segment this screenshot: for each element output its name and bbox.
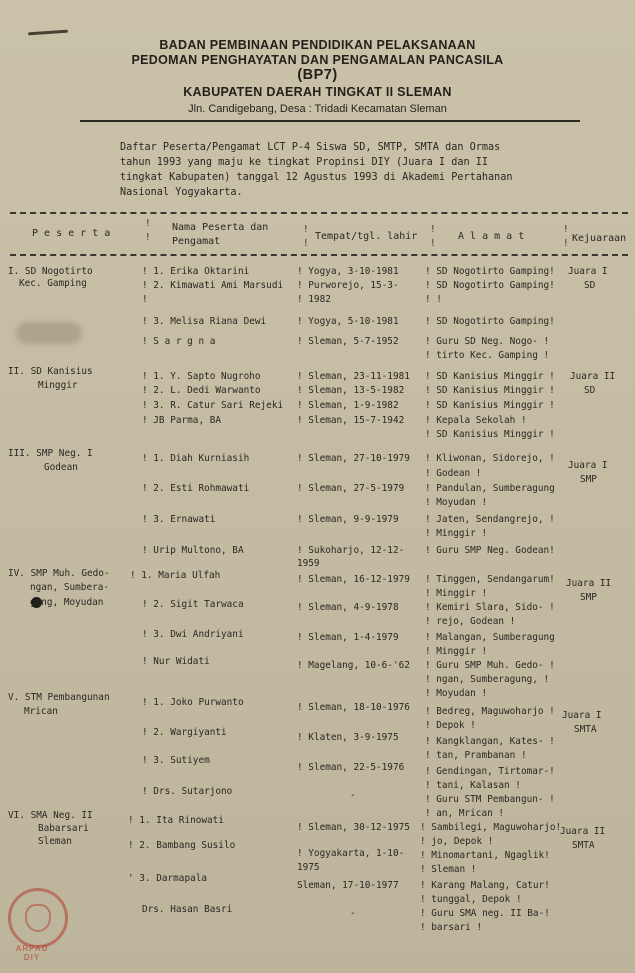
table-cell-line: ! Guru STM Pembangun- ! <box>425 794 555 805</box>
table-cell-line: I. SD Nogotirto <box>8 266 93 277</box>
table-cell-line: V. STM Pembangunan <box>8 692 110 703</box>
table-cell-line: - <box>350 908 356 919</box>
col-separator: ! <box>563 238 569 249</box>
table-cell-line: ! Sukoharjo, 12-12- <box>297 545 405 556</box>
col-separator: ! <box>303 224 309 235</box>
table-cell-line: Juara I <box>562 710 602 721</box>
table-cell-line: IV. SMP Muh. Gedo- <box>8 568 110 579</box>
table-cell-line: VI. SMA Neg. II <box>8 810 93 821</box>
table-cell-line: III. SMP Neg. I <box>8 448 93 459</box>
table-cell-line: ! Minggir ! <box>425 588 488 599</box>
table-cell-line: ! jo, Depok ! <box>420 836 494 847</box>
col-separator: ! <box>145 232 151 243</box>
table-cell-line: ! Guru SMA neg. II Ba-! <box>420 908 550 919</box>
table-cell-line: Juara I <box>568 460 608 471</box>
table-cell-line: ! Yogya, 5-10-1981 <box>297 316 399 327</box>
col-separator: ! <box>563 224 569 235</box>
intro-line: tingkat Kabupaten) tanggal 12 Agustus 1993 di Akademi Pertahanan <box>120 172 513 183</box>
table-cell-line: ! Minomartani, Ngaglik! <box>420 850 550 861</box>
table-cell-line: Babarsari <box>38 823 89 834</box>
table-cell-line: SMTA <box>574 724 597 735</box>
table-cell-line: ! 1. Y. Sapto Nugroho <box>142 371 261 382</box>
table-cell-line: ! 2. Esti Rohmawati <box>142 483 250 494</box>
table-cell-line: 1959 <box>297 558 320 569</box>
table-cell-line: ! Jaten, Sendangrejo, ! <box>425 514 555 525</box>
table-cell-line: ! 2. Sigit Tarwaca <box>142 599 244 610</box>
col-header-peserta: P e s e r t a <box>32 228 111 239</box>
table-cell-line: Minggir <box>38 380 78 391</box>
table-cell-line: ! Drs. Sutarjono <box>142 786 233 797</box>
table-cell-line: ! Sleman, 18-10-1976 <box>297 702 410 713</box>
table-cell-line: ! SD Kanisius Minggir ! <box>425 371 555 382</box>
table-cell-line: ! Klaten, 3-9-1975 <box>297 732 399 743</box>
table-cell-line: ! Sleman, 22-5-1976 <box>297 762 405 773</box>
table-cell-line: ! 2. L. Dedi Warwanto <box>142 385 261 396</box>
table-cell-line: ! Kangklangan, Kates- ! <box>425 736 555 747</box>
table-cell-line: ! Guru SMP Muh. Gedo- ! <box>425 660 555 671</box>
table-cell-line: ! an, Mrican ! <box>425 808 505 819</box>
table-cell-line: gung, Moyudan <box>30 597 104 608</box>
table-cell-line: ! Gendingan, Tirtomar-! <box>425 766 555 777</box>
table-cell-line: ! Depok ! <box>425 720 476 731</box>
table-cell-line: ! Moyudan ! <box>425 688 488 699</box>
intro-paragraph <box>120 140 600 200</box>
table-cell-line: ! ngan, Sumberagung, ! <box>425 674 550 685</box>
table-cell-line: ! Tinggen, Sendangarum! <box>425 574 555 585</box>
table-cell-line: SMTA <box>572 840 595 851</box>
stamp-line: ARPAD <box>15 944 49 953</box>
table-cell-line: ! Guru SD Neg. Nogo- ! <box>425 336 550 347</box>
table-cell-line: ! Kliwonan, Sidorejo, ! <box>425 453 555 464</box>
stamp-line: DIY <box>23 953 41 962</box>
table-cell-line: ! Sambilegi, Maguwoharjo! <box>420 822 562 833</box>
org-address: Jln. Candigebang, Desa : Tridadi Kecamatan Sleman <box>188 103 447 115</box>
col-header-nama: Nama Peserta dan <box>172 222 269 233</box>
table-cell-line: ! Sleman, 4-9-1978 <box>297 602 399 613</box>
table-cell-line: - <box>350 790 356 801</box>
table-cell-line: SMP <box>580 592 597 603</box>
table-cell-line: Sleman, 17-10-1977 <box>297 880 399 891</box>
table-cell-line: SMP <box>580 474 597 485</box>
table-cell-line: ! Magelang, 10-6-'62 <box>297 660 410 671</box>
table-cell-line: ! 2. Wargiyanti <box>142 727 227 738</box>
table-cell-line: ! SD Kanisius Minggir ! <box>425 400 555 411</box>
table-cell-line: ! 1. Diah Kurniasih <box>142 453 250 464</box>
table-cell-line: ! Minggir ! <box>425 528 488 539</box>
table-cell-line: II. SD Kanisius <box>8 366 93 377</box>
col-header-tempat: Tempat/tgl. lahir <box>315 231 418 242</box>
table-cell-line: ! <box>142 294 148 305</box>
col-separator: ! <box>430 224 436 235</box>
table-cell-line: ! tirto Kec. Gamping ! <box>425 350 550 361</box>
table-cell-line: ! 1. Joko Purwanto <box>142 697 244 708</box>
table-cell-line: ! Pandulan, Sumberagung <box>425 483 555 494</box>
table-cell-line: ! tunggal, Depok ! <box>420 894 522 905</box>
table-cell-line: ! 1982 <box>297 294 331 305</box>
table-cell-line: ! 3. Dwi Andriyani <box>142 629 244 640</box>
table-cell-line: ! Sleman, 1-4-1979 <box>297 632 399 643</box>
table-cell-line: ! tan, Prambanan ! <box>425 750 527 761</box>
table-cell-line: ! Bedreg, Maguwoharjo ! <box>425 706 555 717</box>
paper-smudge <box>16 322 82 344</box>
table-cell-line: ! 3. Melisa Riana Dewi <box>142 316 267 327</box>
table-cell-line: Juara I <box>568 266 608 277</box>
intro-line: Nasional Yogyakarta. <box>120 187 243 198</box>
table-cell-line: ! Kepala Sekolah ! <box>425 415 527 426</box>
header-rule <box>80 120 580 122</box>
table-cell-line: ! ! <box>425 294 442 305</box>
table-cell-line: ! Sleman, 27-10-1979 <box>297 453 410 464</box>
table-cell-line: Juara II <box>560 826 606 837</box>
table-cell-line: ! Sleman, 15-7-1942 <box>297 415 405 426</box>
table-cell-line: Juara II <box>570 371 616 382</box>
table-cell-line: Juara II <box>566 578 612 589</box>
table-cell-line: ! Nur Widati <box>142 656 210 667</box>
col-header-pengamat: Pengamat <box>172 236 221 247</box>
org-title-line1: BADAN PEMBINAAN PENDIDIKAN PELAKSANAAN <box>159 38 476 52</box>
regency-title: KABUPATEN DAERAH TINGKAT II SLEMAN <box>183 85 452 99</box>
table-cell-line: ! Guru SMP Neg. Godean! <box>425 545 555 556</box>
table-cell-line: ! Sleman, 9-9-1979 <box>297 514 399 525</box>
table-cell-line: ! rejo, Godean ! <box>425 616 516 627</box>
table-cell-line: ! Sleman, 23-11-1981 <box>297 371 410 382</box>
table-cell-line: ! Kemiri Slara, Sido- ! <box>425 602 555 613</box>
table-cell-line: ! 2. Kimawati Ami Marsudi <box>142 280 284 291</box>
table-cell-line: 1975 <box>297 862 320 873</box>
table-cell-line: ! Karang Malang, Catur! <box>420 880 550 891</box>
table-cell-line: ! Purworejo, 15-3- <box>297 280 399 291</box>
table-cell-line: Drs. Hasan Basri <box>142 904 233 915</box>
col-separator: ! <box>145 218 151 229</box>
table-cell-line: Sleman <box>38 836 72 847</box>
table-cell-line: ! 3. Sutiyem <box>142 755 210 766</box>
col-header-kejuaraan: Kejuaraan <box>572 233 627 244</box>
org-title-line2: PEDOMAN PENGHAYATAN DAN PENGAMALAN PANCASILA <box>131 53 504 67</box>
table-cell-line: ! Sleman, 27-5-1979 <box>297 483 405 494</box>
table-cell-line: ! SD Nogotirto Gamping! <box>425 266 555 277</box>
table-cell-line: ! 3. Ernawati <box>142 514 216 525</box>
intro-line: tahun 1993 yang maju ke tingkat Propinsi DIY (Juara I dan II <box>120 157 489 168</box>
table-cell-line: ' 3. Darmapala <box>128 873 208 884</box>
col-separator: ! <box>430 238 436 249</box>
table-cell-line: ngan, Sumbera- <box>30 582 110 593</box>
table-cell-line: ! Yogya, 3-10-1981 <box>297 266 399 277</box>
table-cell-line: ! 2. Bambang Susilo <box>128 840 236 851</box>
table-cell-line: Mrican <box>24 706 58 717</box>
table-cell-line: ! Sleman, 30-12-1975 <box>297 822 410 833</box>
table-cell-line: ! S a r g n a <box>142 336 216 347</box>
table-cell-line: SD <box>584 280 596 291</box>
archive-stamp-text <box>10 944 54 962</box>
intro-line: Daftar Peserta/Pengamat LCT P-4 Siswa SD, SMTP, SMTA dan Ormas <box>120 142 501 153</box>
table-cell-line: ! Sleman, 16-12-1979 <box>297 574 410 585</box>
table-cell-line: SD <box>584 385 596 396</box>
table-header-rule <box>10 254 628 256</box>
table-cell-line: Godean <box>44 462 78 473</box>
table-cell-line: ! 1. Erika Oktarini <box>142 266 250 277</box>
table-cell-line: ! SD Nogotirto Gamping! <box>425 280 555 291</box>
col-header-alamat: A l a m a t <box>458 231 525 242</box>
table-cell-line: ! barsari ! <box>420 922 483 933</box>
table-cell-line: ! Sleman, 5-7-1952 <box>297 336 399 347</box>
table-cell-line: ! JB Parma, BA <box>142 415 222 426</box>
archive-stamp-icon <box>8 888 68 948</box>
table-cell-line: ! Sleman ! <box>420 864 477 875</box>
table-cell-line: ! Yogyakarta, 1-10- <box>297 848 405 859</box>
table-cell-line: ! Malangan, Sumberagung <box>425 632 555 643</box>
table-cell-line: ! Minggir ! <box>425 646 488 657</box>
table-cell-line: ! 1. Ita Rinowati <box>128 815 224 826</box>
table-top-rule <box>10 212 628 214</box>
table-cell-line: ! Moyudan ! <box>425 497 488 508</box>
table-cell-line: ! Urip Multono, BA <box>142 545 244 556</box>
table-cell-line: ! 1. Maria Ulfah <box>130 570 221 581</box>
table-cell-line: ! SD Nogotirto Gamping! <box>425 316 555 327</box>
table-cell-line: ! tani, Kalasan ! <box>425 780 521 791</box>
org-acronym: (BP7) <box>297 67 338 83</box>
table-cell-line: ! SD Kanisius Minggir ! <box>425 385 555 396</box>
table-cell-line: ! SD Kanisius Minggir ! <box>425 429 555 440</box>
table-cell-line: ! Sleman, 1-9-1982 <box>297 400 399 411</box>
table-cell-line: ! Sleman, 13-5-1982 <box>297 385 405 396</box>
table-cell-line: ! Godean ! <box>425 468 482 479</box>
table-cell-line: ! 3. R. Catur Sari Rejeki <box>142 400 284 411</box>
col-separator: ! <box>303 238 309 249</box>
table-cell-line: Kec. Gamping <box>19 278 87 289</box>
